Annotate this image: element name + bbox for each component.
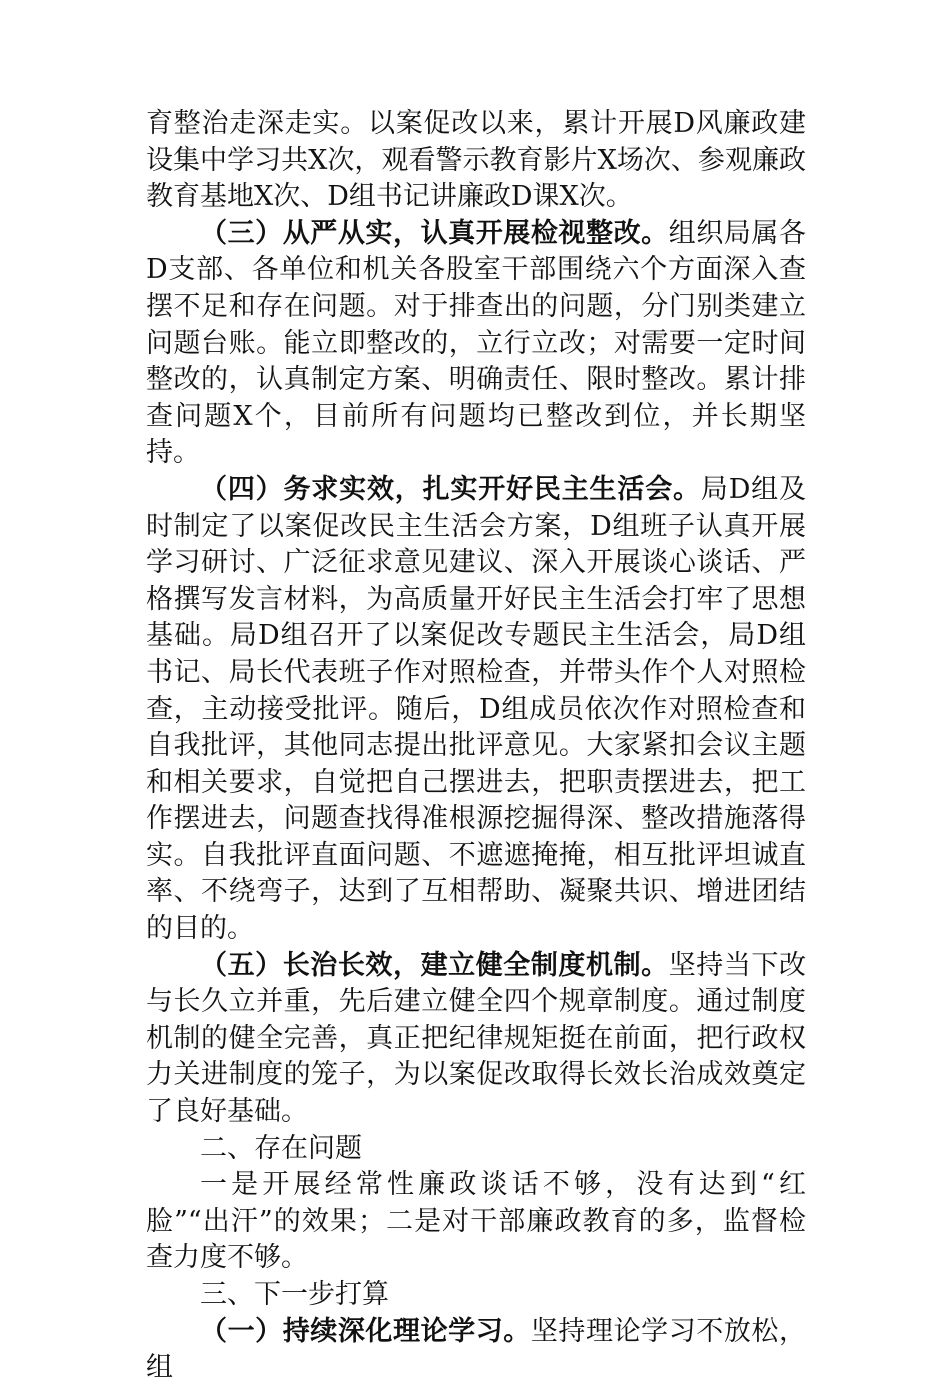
paragraph-problems: 一是开展经常性廉政谈话不够，没有达到“红脸”“出汗”的效果；二是对干部廉政教育的多，监督检查力度不够。 [146, 1169, 806, 1274]
paragraph-text: 坚持当下改与长久立并重，先后建立健全四个规章制度。通过制度机制的健全完善，真正把纪律规矩挺在前面，把行政权力关进制度的笼子，为以案促改取得长效长治成效奠定了良好基础。 [146, 949, 807, 1128]
paragraph-text: 局D组及时制定了以案促改民主生活会方案，D组班子认真开展学习研讨、广泛征求意见建议、深入开展谈心谈话、严格撰写发言材料，为高质量开好民主生活会打牢了思想基础。局D组召开了以案促改专题民主生活会，局D组书记、局长代表班子作对照检查，并带头作个人对照检查，主动接受批评。随后，D组成员依次作对照检查和自我批评，其他同志提出批评意见。大家紧扣会议主题和相关要求，自觉把自己摆进去，把职责摆进去，把工作摆进去，问题查找得准根源挖掘得深、整改措施落得实。自我批评直面问题、不遮遮掩掩，相互批评坦诚直率、不绕弯子，达到了互相帮助、凝聚共识、增进团结的目的。 [146, 473, 807, 945]
paragraph-text: 坚持理论学习不放松，组 [146, 1315, 807, 1384]
paragraph-text: 组织局属各D支部、各单位和机关各股室干部围绕六个方面深入查摆不足和存在问题。对于排查出的问题，分门别类建立问题台账。能立即整改的，立行立改；对需要一定时间整改的，认真制定方案、明确责任、限时整改。累计排查问题X个，目前所有问题均已整改到位，并长期坚持。 [146, 217, 807, 469]
document-page [146, 106, 806, 1387]
paragraph-lead: （四）务求实效，扎实开好民主生活会。 [200, 473, 701, 505]
paragraph-item-3 [146, 216, 806, 472]
paragraph-lead: （五）长治长效，建立健全制度机制。 [200, 949, 669, 981]
section-heading-problems: 二、存在问题 [200, 1132, 362, 1164]
paragraph-lead: （一）持续深化理论学习。 [200, 1315, 531, 1347]
section-heading-next-steps: 三、下一步打算 [200, 1279, 389, 1310]
paragraph-next-step-1 [146, 1314, 806, 1387]
paragraph-lead: （三）从严从实，认真开展检视整改。 [200, 217, 669, 249]
paragraph-text: 育整治走深走实。以案促改以来，累计开展D风廉政建设集中学习共X次，观看警示教育影片X场次、参观廉政教育基地X次、D组书记讲廉政D课X次。 [146, 108, 806, 213]
paragraph-continued [146, 106, 806, 216]
paragraph-item-4 [146, 472, 806, 948]
paragraph-item-5 [146, 948, 806, 1131]
